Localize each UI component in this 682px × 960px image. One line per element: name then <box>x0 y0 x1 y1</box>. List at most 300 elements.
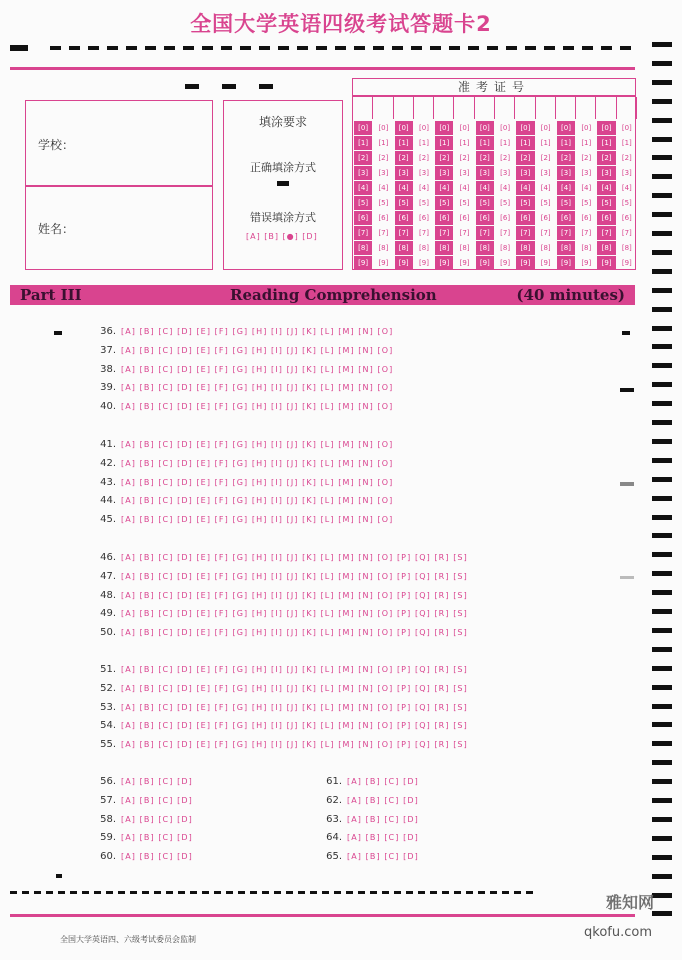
digit-bubble[interactable]: [3] <box>459 169 470 177</box>
digit-bubble[interactable]: [0] <box>435 121 453 135</box>
answer-options[interactable]: [A] [B] [C] [D] [E] [F] [G] [H] [I] [J] [K] [L] [M] [N] [O] [P] [Q] [R] [S] <box>121 683 468 693</box>
answer-options[interactable]: [A] [B] [C] [D] <box>347 777 419 786</box>
digit-write-box[interactable] <box>454 97 474 119</box>
digit-bubble[interactable]: [2] <box>516 151 534 165</box>
digit-bubble[interactable]: [1] <box>459 139 470 147</box>
section-time: (40 minutes) <box>516 286 625 304</box>
digit-bubble[interactable]: [9] <box>581 259 592 267</box>
answer-options[interactable]: [A] [B] [C] [D] [E] [F] [G] [H] [I] [J] [K] [L] [M] [N] [O] <box>121 345 394 355</box>
digit-write-box[interactable] <box>576 97 596 119</box>
answer-options[interactable]: [A] [B] [C] [D] [E] [F] [G] [H] [I] [J] [K] [L] [M] [N] [O] <box>121 477 394 487</box>
digit-bubble[interactable]: [4] <box>354 181 372 195</box>
top-timing-marks <box>10 45 640 53</box>
digit-bubble[interactable]: [8] <box>459 244 470 252</box>
digit-bubble[interactable]: [4] <box>378 184 389 192</box>
question-row <box>90 399 393 415</box>
question-number: 52. <box>100 682 116 694</box>
digit-bubble[interactable]: [3] <box>395 166 413 180</box>
question-number: 43. <box>100 476 116 488</box>
question-number: 47. <box>100 570 116 582</box>
answer-options[interactable]: [A] [B] [C] [D] <box>347 852 419 862</box>
digit-bubble[interactable]: [5] <box>476 196 494 210</box>
digit-bubble[interactable]: [5] <box>581 199 592 207</box>
digit-bubble[interactable]: [8] <box>581 244 592 252</box>
digit-bubble[interactable]: [6] <box>395 211 413 225</box>
digit-bubble[interactable]: [1] <box>378 139 389 147</box>
answer-options[interactable]: [A] [B] [C] [D] <box>121 814 193 824</box>
question-number: 42. <box>100 457 116 469</box>
timing-dash <box>202 891 209 894</box>
watermark-site: qkofu.com <box>584 925 652 940</box>
timing-dash <box>154 891 161 894</box>
digit-bubble[interactable]: [9] <box>419 259 429 267</box>
digit-bubble[interactable]: [6] <box>557 211 575 225</box>
digit-bubble[interactable]: [1] <box>476 136 494 150</box>
timing-mark <box>652 855 672 860</box>
timing-mark <box>652 231 672 236</box>
digit-bubble[interactable]: [1] <box>540 139 551 147</box>
alignment-mark <box>620 576 634 579</box>
digit-bubble[interactable]: [8] <box>516 241 534 255</box>
digit-bubble[interactable]: [9] <box>354 256 372 270</box>
digit-bubble[interactable]: [0] <box>621 124 632 132</box>
digit-bubble[interactable]: [6] <box>459 214 470 222</box>
digit-bubble[interactable]: [4] <box>516 181 534 195</box>
question-number: 65. <box>326 851 342 863</box>
question-number: 63. <box>326 813 342 825</box>
digit-bubble[interactable]: [6] <box>581 214 592 222</box>
question-number: 40. <box>100 401 116 413</box>
digit-bubble[interactable]: [9] <box>500 259 511 267</box>
alignment-mark <box>622 331 630 335</box>
timing-dash <box>274 891 281 894</box>
timing-mark <box>652 439 672 444</box>
digit-bubble[interactable]: [0] <box>378 124 389 132</box>
digit-bubble[interactable]: [2] <box>500 154 511 162</box>
question-number: 61. <box>326 776 342 787</box>
digit-bubble[interactable]: [9] <box>435 256 453 270</box>
digit-bubble[interactable]: [1] <box>500 139 511 147</box>
timing-mark <box>652 836 672 841</box>
digit-bubble[interactable]: [0] <box>597 121 615 135</box>
digit-bubble[interactable]: [7] <box>476 226 494 240</box>
digit-bubble[interactable]: [0] <box>500 124 511 132</box>
digit-bubble[interactable]: [2] <box>395 151 413 165</box>
answer-options[interactable]: [A] [B] [C] [D] [E] [F] [G] [H] [I] [J] [K] [L] [M] [N] [O] <box>121 402 394 412</box>
answer-options[interactable]: [A] [B] [C] [D] [E] [F] [G] [H] [I] [J] [K] [L] [M] [N] [O] [P] [Q] [R] [S] <box>121 702 468 712</box>
digit-bubble[interactable]: [8] <box>557 241 575 255</box>
admission-number-grid <box>352 96 636 270</box>
digit-write-box[interactable] <box>414 97 434 119</box>
question-row <box>90 456 393 472</box>
answer-options[interactable]: [A] [B] [C] [D] [E] [F] [G] [H] [I] [J] [K] [L] [M] [N] [O] [P] [Q] [R] [S] <box>121 740 468 750</box>
timing-dash <box>411 46 422 50</box>
answer-options[interactable]: [A] [B] [C] [D] <box>347 795 419 805</box>
digit-bubble[interactable]: [3] <box>500 169 511 177</box>
question-row <box>90 343 393 359</box>
timing-dash <box>354 46 365 50</box>
digit-bubble[interactable]: [5] <box>435 196 453 210</box>
question-row <box>90 324 393 340</box>
digit-bubble[interactable]: [0] <box>459 124 470 132</box>
digit-write-box[interactable] <box>536 97 556 119</box>
name-label: 姓名： <box>38 222 75 236</box>
digit-write-box[interactable] <box>495 97 515 119</box>
digit-bubble[interactable]: [1] <box>581 139 592 147</box>
timing-dash <box>406 891 413 894</box>
digit-bubble[interactable]: [5] <box>354 196 372 210</box>
timing-mark <box>652 80 672 85</box>
digit-bubble[interactable]: [7] <box>581 229 592 237</box>
timing-dash <box>382 891 389 894</box>
timing-dash <box>506 46 517 50</box>
timing-dash <box>69 46 80 50</box>
digit-bubble[interactable]: [7] <box>516 226 534 240</box>
digit-bubble[interactable]: [7] <box>459 229 470 237</box>
timing-dash <box>468 46 479 50</box>
digit-bubble[interactable]: [2] <box>378 154 389 162</box>
digit-bubble[interactable]: [5] <box>500 199 511 207</box>
question-number: 37. <box>100 344 116 356</box>
digit-bubble[interactable]: [3] <box>516 166 534 180</box>
digit-bubble[interactable]: [3] <box>621 169 632 177</box>
timing-dash <box>582 46 593 50</box>
timing-mark <box>652 99 672 104</box>
answer-options[interactable]: [A] [B] [C] [D] [E] [F] [G] [H] [I] [J] [K] [L] [M] [N] [O] [P] [Q] [R] [S] <box>121 553 468 562</box>
digit-write-box[interactable] <box>617 97 637 119</box>
question-number: 44. <box>100 495 116 507</box>
fill-requirements-box <box>223 100 343 270</box>
digit-bubble[interactable]: [2] <box>435 151 453 165</box>
digit-bubble[interactable]: [0] <box>557 121 575 135</box>
digit-bubble[interactable]: [4] <box>459 184 470 192</box>
digit-bubble[interactable]: [4] <box>597 181 615 195</box>
timing-mark <box>652 118 672 123</box>
answer-options[interactable]: [A] [B] [C] [D] [E] [F] [G] [H] [I] [J] [K] [L] [M] [N] [O] <box>121 515 394 525</box>
digit-bubble[interactable]: [9] <box>476 256 494 270</box>
digit-write-box[interactable] <box>434 97 454 119</box>
personal-info-box <box>25 100 213 270</box>
answer-options[interactable]: [A] [B] [C] [D] <box>121 795 193 805</box>
digit-bubble[interactable]: [7] <box>354 226 372 240</box>
digit-bubble[interactable]: [2] <box>557 151 575 165</box>
digit-bubble[interactable]: [1] <box>597 136 615 150</box>
timing-dash <box>286 891 293 894</box>
timing-mark <box>652 552 672 557</box>
right-timing-marks <box>652 30 672 930</box>
digit-bubble[interactable]: [3] <box>476 166 494 180</box>
digit-bubble[interactable]: [6] <box>500 214 511 222</box>
digit-bubble[interactable]: [7] <box>540 229 551 237</box>
digit-bubble[interactable]: [5] <box>419 199 429 207</box>
digit-write-box[interactable] <box>373 97 393 119</box>
digit-bubble[interactable]: [9] <box>516 256 534 270</box>
answer-options[interactable]: [A] [B] [C] [D] [E] [F] [G] [H] [I] [J] [K] [L] [M] [N] [O] <box>121 440 394 449</box>
digit-bubble[interactable]: [0] <box>540 124 551 132</box>
digit-bubble[interactable]: [4] <box>621 184 632 192</box>
digit-bubble[interactable]: [8] <box>500 244 511 252</box>
timing-mark <box>652 874 672 879</box>
timing-dash <box>126 46 137 50</box>
digit-bubble[interactable]: [7] <box>395 226 413 240</box>
timing-dash <box>226 891 233 894</box>
timing-mark <box>652 420 672 425</box>
digit-bubble[interactable]: [9] <box>459 259 470 267</box>
question-number: 36. <box>100 326 116 337</box>
digit-bubble[interactable]: [3] <box>581 169 592 177</box>
section-name: Reading Comprehension <box>230 286 437 304</box>
timing-dash <box>183 46 194 50</box>
answer-options[interactable]: [A] [B] [C] [D] [E] [F] [G] [H] [I] [J] [K] [L] [M] [N] [O] [P] [Q] [R] [S] <box>121 628 468 638</box>
digit-bubble[interactable]: [0] <box>476 121 494 135</box>
digit-bubble[interactable]: [8] <box>476 241 494 255</box>
digit-bubble[interactable]: [8] <box>540 244 551 252</box>
answer-options[interactable]: [A] [B] [C] [D] [E] [F] [G] [H] [I] [J] [K] [L] [M] [N] [O] <box>121 496 394 506</box>
digit-bubble[interactable]: [2] <box>419 154 429 162</box>
digit-write-box[interactable] <box>515 97 535 119</box>
digit-bubble[interactable]: [9] <box>395 256 413 270</box>
timing-dash <box>418 891 425 894</box>
digit-bubble[interactable]: [4] <box>540 184 551 192</box>
question-number: 39. <box>100 382 116 394</box>
question-row <box>316 793 419 809</box>
digit-bubble[interactable]: [7] <box>500 229 511 237</box>
timing-mark <box>652 344 672 349</box>
wrong-fill-samples: [A] [B] [●] [D] <box>246 232 318 241</box>
timing-dash <box>166 891 173 894</box>
timing-mark <box>652 647 672 652</box>
digit-bubble[interactable]: [9] <box>621 259 632 267</box>
answer-options[interactable]: [A] [B] [C] [D] <box>121 833 193 843</box>
question-number: 41. <box>100 439 116 450</box>
answer-options[interactable]: [A] [B] [C] [D] [E] [F] [G] [H] [I] [J] [K] [L] [M] [N] [O] <box>121 458 394 468</box>
answer-options[interactable]: [A] [B] [C] [D] [E] [F] [G] [H] [I] [J] [K] [L] [M] [N] [O] <box>121 364 394 374</box>
digit-bubble[interactable]: [8] <box>378 244 389 252</box>
timing-mark <box>652 288 672 293</box>
answer-options[interactable]: [A] [B] [C] [D] <box>121 777 193 786</box>
answer-options[interactable]: [A] [B] [C] [D] [E] [F] [G] [H] [I] [J] [K] [L] [M] [N] [O] <box>121 383 394 393</box>
timing-mark <box>652 458 672 463</box>
digit-bubble[interactable]: [7] <box>378 229 389 237</box>
question-row <box>90 362 393 378</box>
answer-options[interactable]: [A] [B] [C] [D] <box>347 814 419 824</box>
digit-bubble[interactable]: [4] <box>419 184 429 192</box>
question-row <box>316 812 419 828</box>
timing-dash <box>487 46 498 50</box>
digit-bubble[interactable]: [6] <box>419 214 429 222</box>
timing-mark <box>652 704 672 709</box>
digit-bubble[interactable]: [4] <box>395 181 413 195</box>
timing-dash <box>202 46 213 50</box>
digit-bubble[interactable]: [2] <box>459 154 470 162</box>
timing-dash <box>106 891 113 894</box>
digit-bubble[interactable]: [5] <box>516 196 534 210</box>
digit-bubble[interactable]: [3] <box>597 166 615 180</box>
digit-bubble[interactable]: [5] <box>395 196 413 210</box>
timing-dash <box>563 46 574 50</box>
timing-mark <box>652 250 672 255</box>
digit-bubble[interactable]: [2] <box>621 154 632 162</box>
timing-dash <box>346 891 353 894</box>
digit-bubble[interactable]: [9] <box>557 256 575 270</box>
digit-bubble[interactable]: [3] <box>540 169 551 177</box>
digit-bubble[interactable]: [5] <box>621 199 632 207</box>
question-row <box>90 588 468 604</box>
digit-bubble[interactable]: [1] <box>557 136 575 150</box>
digit-bubble[interactable]: [1] <box>354 136 372 150</box>
digit-write-box[interactable] <box>475 97 495 119</box>
digit-bubble[interactable]: [2] <box>354 151 372 165</box>
answer-options[interactable]: [A] [B] [C] [D] [E] [F] [G] [H] [I] [J] [K] [L] [M] [N] [O] [P] [Q] [R] [S] <box>121 665 468 674</box>
timing-dash <box>601 46 612 50</box>
answer-options[interactable]: [A] [B] [C] [D] [E] [F] [G] [H] [I] [J] [K] [L] [M] [N] [O] [P] [Q] [R] [S] <box>121 609 468 619</box>
digit-bubble[interactable]: [8] <box>354 241 372 255</box>
digit-bubble[interactable]: [4] <box>435 181 453 195</box>
timing-mark <box>652 817 672 822</box>
digit-bubble[interactable]: [7] <box>557 226 575 240</box>
digit-bubble[interactable]: [2] <box>476 151 494 165</box>
timing-dash <box>22 891 29 894</box>
question-number: 58. <box>100 813 116 825</box>
digit-bubble[interactable]: [8] <box>395 241 413 255</box>
timing-mark <box>652 382 672 387</box>
timing-dash <box>259 46 270 50</box>
digit-bubble[interactable]: [3] <box>557 166 575 180</box>
digit-bubble[interactable]: [3] <box>354 166 372 180</box>
timing-dash <box>392 46 403 50</box>
digit-bubble[interactable]: [0] <box>354 121 372 135</box>
digit-bubble[interactable]: [0] <box>516 121 534 135</box>
timing-mark <box>652 571 672 576</box>
timing-dash <box>250 891 257 894</box>
question-row <box>90 812 193 828</box>
timing-dash <box>358 891 365 894</box>
timing-mark <box>652 155 672 160</box>
digit-write-box[interactable] <box>596 97 616 119</box>
digit-bubble[interactable]: [5] <box>540 199 551 207</box>
timing-mark <box>652 741 672 746</box>
answer-options[interactable]: [A] [B] [C] [D] <box>121 852 193 862</box>
digit-bubble[interactable]: [9] <box>378 259 389 267</box>
digit-bubble[interactable]: [7] <box>419 229 429 237</box>
digit-bubble[interactable]: [5] <box>557 196 575 210</box>
digit-bubble[interactable]: [1] <box>516 136 534 150</box>
timing-dash <box>238 891 245 894</box>
digit-bubble[interactable]: [5] <box>597 196 615 210</box>
digit-bubble[interactable]: [7] <box>435 226 453 240</box>
timing-dash <box>145 46 156 50</box>
digit-write-box[interactable] <box>353 97 373 119</box>
timing-mark <box>652 515 672 520</box>
digit-bubble[interactable]: [6] <box>476 211 494 225</box>
digit-bubble[interactable]: [6] <box>540 214 551 222</box>
digit-bubble[interactable]: [8] <box>621 244 632 252</box>
digit-bubble[interactable]: [2] <box>540 154 551 162</box>
digit-bubble[interactable]: [1] <box>435 136 453 150</box>
digit-bubble[interactable]: [4] <box>557 181 575 195</box>
timing-dash <box>70 891 77 894</box>
digit-bubble[interactable]: [6] <box>435 211 453 225</box>
digit-bubble[interactable]: [6] <box>354 211 372 225</box>
digit-bubble[interactable]: [0] <box>581 124 592 132</box>
timing-dash <box>297 46 308 50</box>
info-divider <box>26 185 212 187</box>
digit-bubble[interactable]: [0] <box>395 121 413 135</box>
digit-bubble[interactable]: [3] <box>435 166 453 180</box>
digit-bubble[interactable]: [1] <box>395 136 413 150</box>
timing-dash <box>190 891 197 894</box>
timing-dash <box>526 891 533 894</box>
timing-mark <box>652 42 672 47</box>
answer-options[interactable]: [A] [B] [C] [D] [E] [F] [G] [H] [I] [J] [K] [L] [M] [N] [O] [P] [Q] [R] [S] <box>121 571 468 581</box>
digit-bubble[interactable]: [1] <box>419 139 429 147</box>
question-row <box>90 493 393 509</box>
timing-dash <box>34 891 41 894</box>
timing-mark <box>652 893 672 898</box>
digit-write-box[interactable] <box>394 97 414 119</box>
alignment-mark <box>185 84 199 89</box>
digit-bubble[interactable]: [9] <box>540 259 551 267</box>
timing-mark <box>652 685 672 690</box>
digit-bubble[interactable]: [2] <box>597 151 615 165</box>
timing-dash <box>490 891 497 894</box>
timing-dash <box>316 46 327 50</box>
question-row <box>90 550 468 566</box>
timing-dash <box>466 891 473 894</box>
timing-dash <box>82 891 89 894</box>
question-row <box>90 774 193 790</box>
digit-bubble[interactable]: [3] <box>378 169 389 177</box>
timing-mark <box>652 609 672 614</box>
timing-dash <box>310 891 317 894</box>
digit-bubble[interactable]: [4] <box>500 184 511 192</box>
digit-bubble[interactable]: [6] <box>621 214 632 222</box>
digit-bubble[interactable]: [0] <box>419 124 429 132</box>
digit-bubble[interactable]: [7] <box>597 226 615 240</box>
digit-bubble[interactable]: [2] <box>581 154 592 162</box>
digit-bubble[interactable]: [8] <box>597 241 615 255</box>
timing-mark <box>652 212 672 217</box>
question-number: 57. <box>100 794 116 806</box>
question-row <box>90 718 468 734</box>
answer-options[interactable]: [A] [B] [C] [D] [E] [F] [G] [H] [I] [J] [K] [L] [M] [N] [O] <box>121 327 394 336</box>
digit-write-box[interactable] <box>556 97 576 119</box>
timing-dash <box>430 891 437 894</box>
alignment-mark <box>620 388 634 392</box>
digit-bubble[interactable]: [8] <box>419 244 429 252</box>
digit-bubble[interactable]: [9] <box>597 256 615 270</box>
digit-bubble[interactable]: [6] <box>597 211 615 225</box>
answer-options[interactable]: [A] [B] [C] [D] <box>347 833 419 843</box>
question-row <box>90 625 468 641</box>
digit-bubble[interactable]: [8] <box>435 241 453 255</box>
digit-bubble[interactable]: [6] <box>378 214 389 222</box>
digit-bubble[interactable]: [4] <box>476 181 494 195</box>
digit-bubble[interactable]: [5] <box>459 199 470 207</box>
question-number: 38. <box>100 363 116 375</box>
answer-options[interactable]: [A] [B] [C] [D] [E] [F] [G] [H] [I] [J] [K] [L] [M] [N] [O] [P] [Q] [R] [S] <box>121 721 468 731</box>
digit-bubble[interactable]: [4] <box>581 184 592 192</box>
timing-mark <box>652 628 672 633</box>
admission-number-title: 准考证号 <box>352 78 636 96</box>
digit-bubble[interactable]: [5] <box>378 199 389 207</box>
digit-bubble[interactable]: [6] <box>516 211 534 225</box>
digit-bubble[interactable]: [7] <box>621 229 632 237</box>
digit-bubble[interactable]: [1] <box>621 139 632 147</box>
timing-mark <box>652 363 672 368</box>
digit-bubble[interactable]: [3] <box>419 169 429 177</box>
answer-options[interactable]: [A] [B] [C] [D] [E] [F] [G] [H] [I] [J] [K] [L] [M] [N] [O] [P] [Q] [R] [S] <box>121 590 468 600</box>
